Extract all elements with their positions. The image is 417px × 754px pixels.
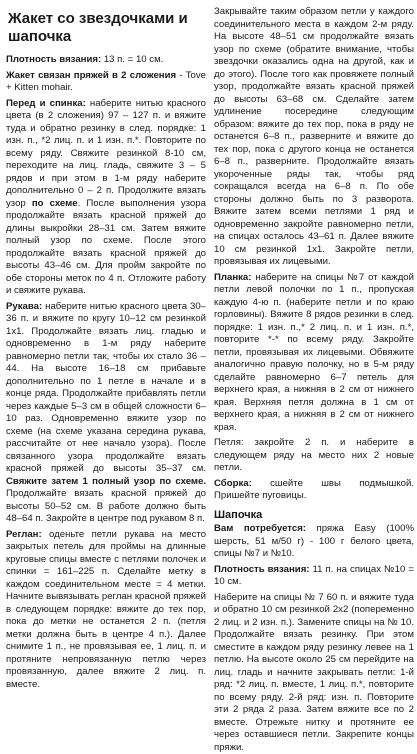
columns bbox=[6, 6, 411, 695]
yarn-label: Жакет связан пряжей в 2 сложения bbox=[6, 70, 176, 81]
left-column bbox=[6, 6, 206, 695]
sleeves-label: Рукава: bbox=[6, 301, 42, 312]
hat-density-label: Плотность вязания: bbox=[214, 564, 310, 575]
hat-title: Шапочка bbox=[214, 509, 414, 522]
sleeves-bold: Свяжите затем 1 полный узор по схеме. bbox=[6, 476, 206, 487]
planka-label: Планка: bbox=[214, 272, 251, 283]
front-back-text: наберите нитью красного цвета (в 2 сложения) 97 – 127 п. и вяжите туда и обратно резинку в след. порядке: 1 изн. п., *2 лиц. п. и 1 изн. п.*. Повторите по всему ряду. Свяжите резинкой 8-10 см, переходите на лиц. гладь, свяжите 3 – 5 рядов и при этом в 1-м ряду наберите дополнительно 0 – 2 п. Продолжите вязать узор bbox=[6, 98, 206, 209]
front-back-paragraph bbox=[6, 98, 206, 298]
planka-paragraph bbox=[214, 272, 414, 435]
front-back-bold: по схеме bbox=[32, 198, 78, 209]
hat-instructions: Наберите на спицы № 7 60 п. и вяжите туда и обратно 10 см резинкой 2х2 (попеременно 2 лиц. и 2 изн. п.). Замените спицы на № 10. Продолжайте вязать резинку. При этом сместите в каждом ряду резинку левее на 1 петлю. На высоте около 25 см перейдите на лиц. гладь и начните закрывать петли: 1-й ряд: *2 лиц. п. вместе, 1 лиц. п.*, повторите по всему ряду. 2-й ряд: изн. п. Повторите эти 2 ряда 2 раза. Затем вяжите все по 2 вместе. Отрежьте нитку и протяните ее через оставшиеся петли. Закрепите концы пряжи. bbox=[214, 592, 414, 754]
raglan-paragraph bbox=[6, 529, 206, 692]
sleeves-text2: Продолжайте вязать красной пряжей до высоты 50–52 см. В работе должно быть 48–64 п. Закройте в центре под рукавом 8 п. bbox=[6, 488, 206, 524]
density-paragraph bbox=[6, 54, 206, 67]
page-title: Жакет со звездочками и шапочка bbox=[8, 10, 206, 46]
density-value: 13 п. = 10 см. bbox=[101, 54, 163, 65]
hat-density-paragraph bbox=[214, 564, 414, 589]
planka-text: наберите на спицы №7 от каждой петли левой полочки по 1 п., пропуская каждую 4-ю п. (наберите петли и по краю горловины). Вяжите 8 рядов резинки в след. порядке: 1 изн. п.,* 2 лиц. п. и 1 изн. п.*, повторите *-* по всему ряду. Закройте петли, провязывая их лицевыми. Обвяжите аналогично правую полочку, но в 5-м ряду сделайте равномерно 6–7 петель для верхнего края, а нижняя в 2 см от нижнего края. Верхняя петля должна в 1 см от верхнего края, а нижняя в 2 см от нижнего края. bbox=[214, 272, 414, 433]
assembly-label: Сборка: bbox=[214, 478, 252, 489]
right-paragraph-1: Закрывайте таким образом петли у каждого соединительного места в каждом 2-м ряду. На высоте 48–51 см продолжайте вязать узор по схеме (обратите внимание, чтобы звездочки оказались одна на другой, как и до этого). После того как провяжете полный узор, продолжайте вязать красной пряжей до высоты 63–68 см. Сделайте затем удлинение посередине следующим образом: вяжите до тех пор, пока в ряду не останется 6–8 п., разверните и вяжите до тех пор, пока с другого конца не останется 6–8 п., разверните. Продолжайте вязать укороченные ряды так, чтобы ряд сокращался всегда на 6–8 п. По обе стороны должно быть по 3 разворота. Вяжите затем всеми петлями 1 ряд и одновременно закройте равномерно петли, на спицах осталось 43–61 п. Далее вяжите 10 см резинкой 1х1. Закройте петли, провязывая их лицевыми. bbox=[214, 6, 414, 269]
sleeves-text: наберите нитью красного цвета 30–36 п. и вяжите по кругу 10–12 см резинкой 1х1. Продолжайте вязать лиц. гладью и одновременно в 1-м ряду наберите равномерно петли так, чтобы их стало 36 – 44. На высоте 16–18 см прибавьте дополнительно по 1 петле в начале и в конце ряда. Продолжайте прибавлять петли через каждые 5–3 см в общей сложности 6–10 раз. Одновременно вяжите узор по схеме (на схеме указана середина рукава, рассчитайте от нее начало узора). После связанного узора продолжайте вязать красной пряжей до высоты 35–37 см. bbox=[6, 301, 206, 475]
assembly-text: сшейте швы подмышкой. Пришейте пуговицы. bbox=[214, 478, 414, 502]
sleeves-paragraph bbox=[6, 301, 206, 526]
need-paragraph bbox=[214, 523, 414, 561]
front-back-text2: . После выполнения узора продолжайте вязать красной пряжей до длины выкройки 28–31 см. Затем вяжите полный узор по схеме. После этого продолжайте вязать красной пряжей до высоты 43–46 см. Для пройм закройте по обе стороны меток по 4 п. Отложите работу и свяжите рукава. bbox=[6, 198, 206, 297]
need-text: пряжа Easy (100% шерсть, 51 м/50 г) - 100 г белого цвета, спицы №7 и №10. bbox=[214, 523, 414, 559]
right-column bbox=[214, 6, 414, 695]
hat-density-text: 11 п. на спицах №10 = 10 см. bbox=[214, 564, 414, 588]
raglan-label: Реглан: bbox=[6, 529, 42, 540]
raglan-text: оденьте петли рукава на место закрытых петель для проймы на длинные круговые спицы вместе с петлями полочек и спинки = 161–225 п. Сделайте метку в каждом соединительном месте = 4 метки. Начните вывязывать реглан красной пряжей в следующем порядке: вяжите до тех пор, пока до метки не останется 2 п. (петля метки должна быть в центре 4 п.). Далее снимите 1 п., не провязывая ее, 1 лиц. п. и протяните непровязанную петлю через провязанную, далее вяжите 2 лиц. п. вместе. bbox=[6, 529, 206, 690]
yarn-text: - Tove + Kitten mohair. bbox=[6, 70, 206, 94]
petlya-paragraph: Петля: закройте 2 п. и наберите в следующем ряду на место них 2 новые петли. bbox=[214, 437, 414, 475]
yarn-paragraph bbox=[6, 70, 206, 95]
need-label: Вам потребуется: bbox=[214, 523, 306, 534]
density-label: Плотность вязания: bbox=[6, 54, 101, 65]
front-back-label: Перед и спинка: bbox=[6, 98, 86, 109]
assembly-paragraph bbox=[214, 478, 414, 503]
